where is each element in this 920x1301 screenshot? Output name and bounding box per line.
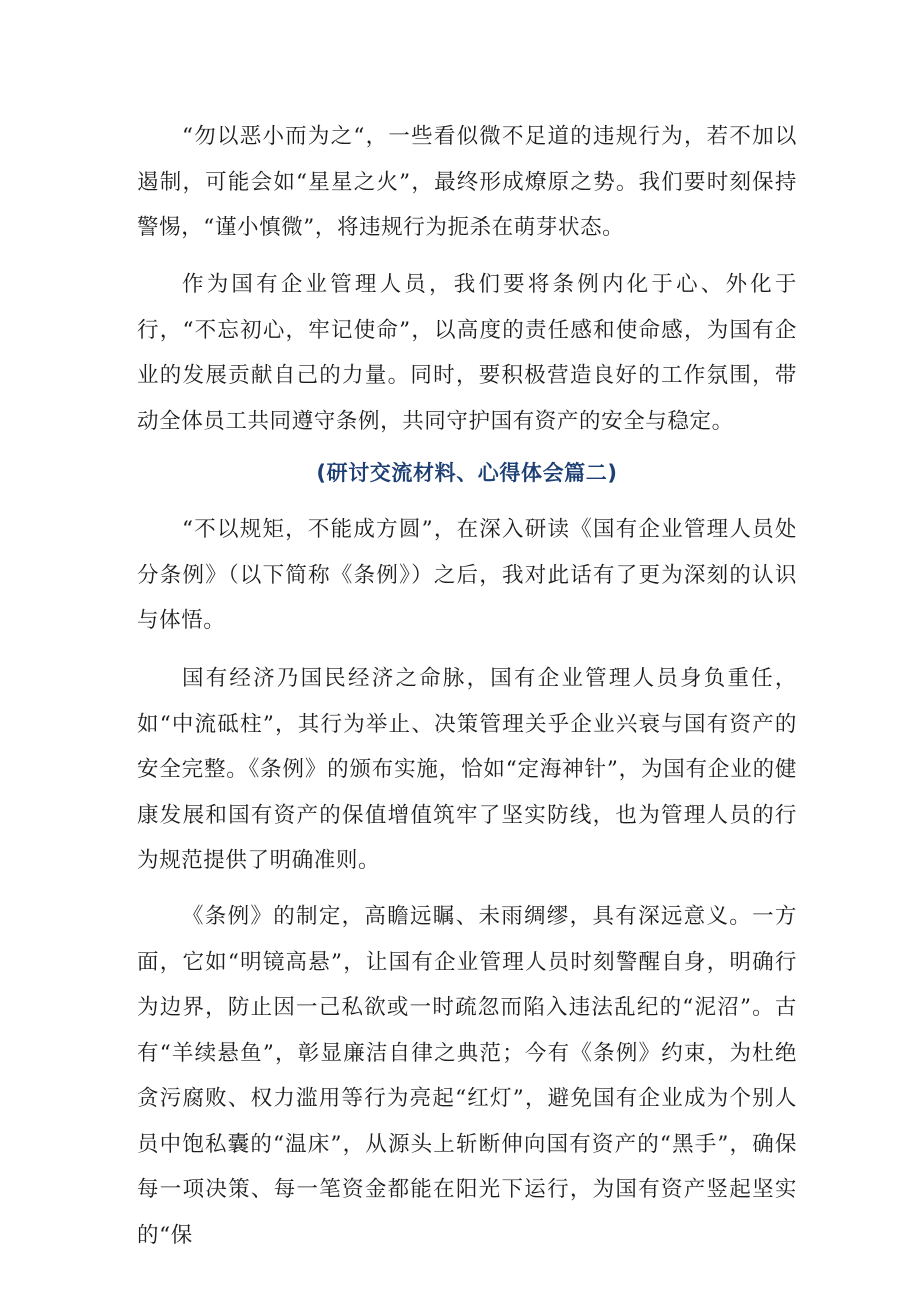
section-heading: (研讨交流材料、心得体会篇二) xyxy=(316,461,618,485)
paragraph-4: 国有经济乃国民经济之命脉，国有企业管理人员身负重任，如“中流砥柱”，其行为举止、决策管理关乎企业兴衰与国有资产的安全完整。《条例》的颁布实施，恰如“定海神针”，为国有企业的健康发展和国有资产的保值增值筑牢了坚实防线，也为管理人员的行为规范提供了明确准则。 xyxy=(137,666,797,873)
paragraph-2: 作为国有企业管理人员，我们要将条例内化于心、外化于行，“不忘初心，牢记使命”，以高度的责任感和使命感，为国有企业的发展贡献自己的力量。同时，要积极营造良好的工作氛围，带动全体员工共同遵守条例，共同守护国有资产的安全与稳定。 xyxy=(137,272,797,434)
paragraph-5: 《条例》的制定，高瞻远瞩、未雨绸缪，具有深远意义。一方面，它如“明镜高悬”，让国有企业管理人员时刻警醒自身，明确行为边界，防止因一己私欲或一时疏忽而陷入违法乱纪的“泥沼”。古有“羊续悬鱼”，彰显廉洁自律之典范；今有《条例》约束，为杜绝贪污腐败、权力滥用等行为亮起“红灯”，避免国有企业成为个别人员中饱私囊的“温床”，从源头上斩断伸向国有资产的“黑手”，确保每一项决策、每一笔资金都能在阳光下运行，为国有资产竖起坚实的“保 xyxy=(137,904,797,1248)
paragraph-1: “勿以恶小而为之“，一些看似微不足道的违规行为，若不加以遏制，可能会如“星星之火”，最终形成燎原之势。我们要时刻保持警惕，“谨小慎微”，将违规行为扼杀在萌芽状态。 xyxy=(137,124,797,240)
paragraph-3: “不以规矩，不能成方圆”，在深入研读《国有企业管理人员处分条例》（以下简称《条例》）之后，我对此话有了更为深刻的认识与体悟。 xyxy=(137,517,797,633)
